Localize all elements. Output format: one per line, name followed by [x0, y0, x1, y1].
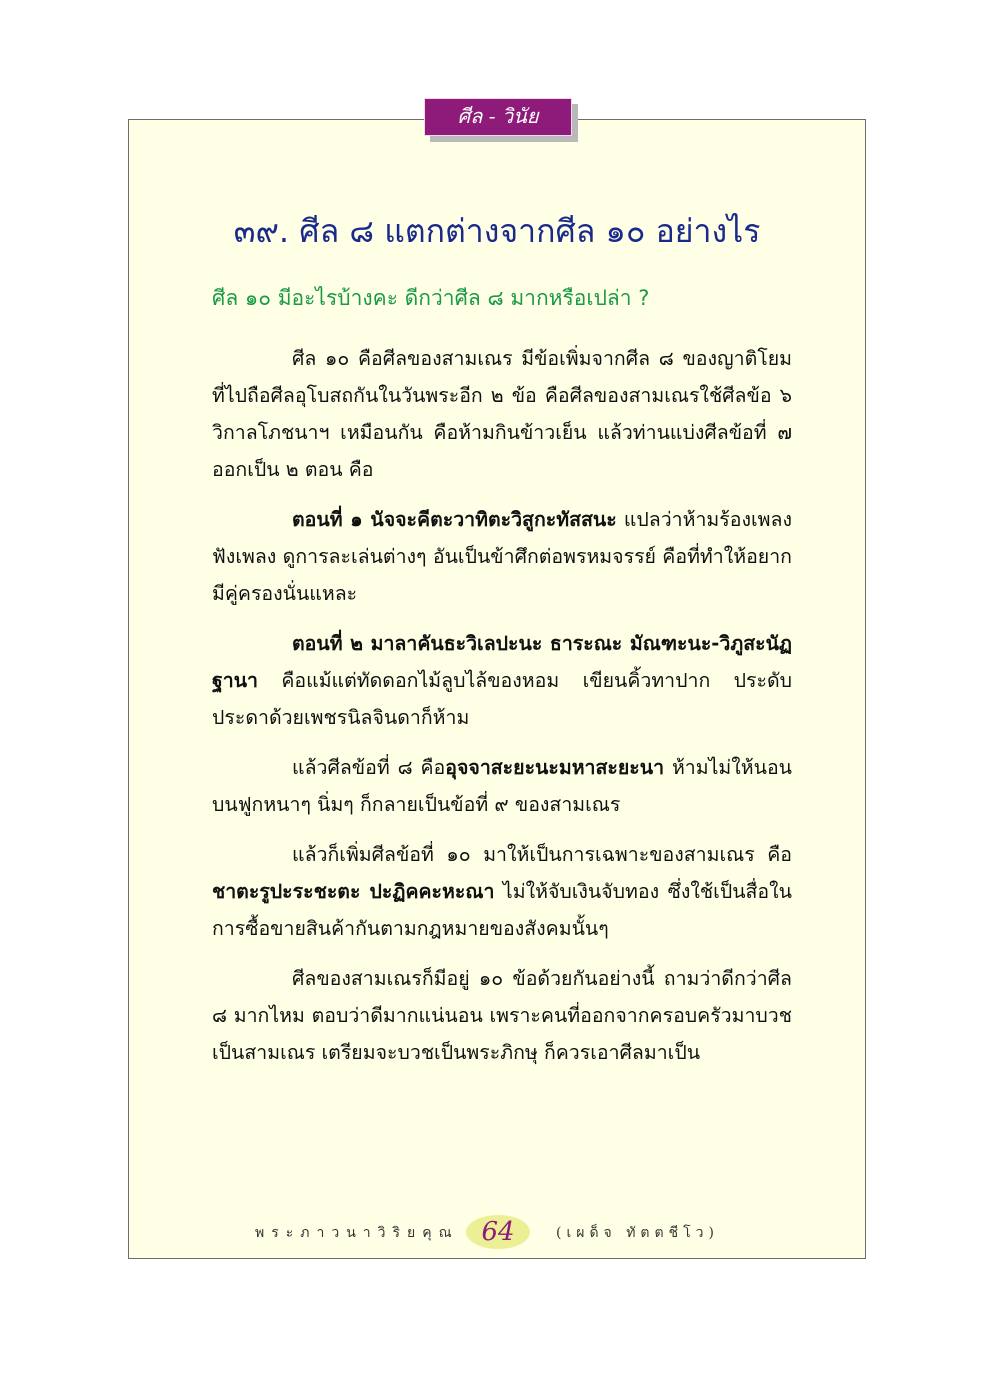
- paragraph-5-pre: แล้วก็เพิ่มศีลข้อที่ ๑๐ มาให้เป็นการเฉพาะของสามเณร คือ: [292, 843, 792, 866]
- footer-author-name: (เผด็จ ทัตตชีโว): [556, 1225, 719, 1241]
- paragraph-4-post: ห้ามไม่ให้นอนบนฟูกหนาๆ นิ่มๆ ก็กลายเป็นข้อที่ ๙ ของสามเณร: [212, 756, 793, 816]
- paragraph-2: [212, 501, 792, 612]
- paragraph-3-bold: ตอนที่ ๒ มาลาคันธะวิเลปะนะ ธาระณะ มัณฑะนะ-วิภูสะนัฏฐานา: [212, 632, 792, 692]
- paragraph-4: [212, 749, 792, 823]
- paragraph-4-pre: แล้วศีลข้อที่ ๘ คือ: [292, 756, 446, 779]
- page-number: 64: [481, 1217, 515, 1247]
- chapter-title: ๓๙. ศีล ๘ แตกต่างจากศีล ๑๐ อย่างไร: [233, 212, 761, 250]
- section-tab: ศีล - วินัย: [424, 98, 572, 136]
- body-text: [212, 340, 792, 1084]
- paragraph-3-text: คือแม้แต่ทัดดอกไม้ลูบไล้ของหอม เขียนคิ้วทาปาก ประดับประดาด้วยเพชรนิลจินดาก็ห้าม: [212, 669, 792, 729]
- paragraph-2-text: แปลว่าห้ามร้องเพลง ฟังเพลง ดูการละเล่นต่างๆ อันเป็นข้าศึกต่อพรหมจรรย์ คือที่ทำให้อยากมีคู่ครองนั่นแหละ: [212, 508, 792, 605]
- paragraph-3: [212, 625, 792, 736]
- question-heading: ศีล ๑๐ มีอะไรบ้างคะ ดีกว่าศีล ๘ มากหรือเปล่า ?: [212, 286, 650, 310]
- paragraph-1: ศีล ๑๐ คือศีลของสามเณร มีข้อเพิ่มจากศีล ๘ ของญาติโยมที่ไปถือศีลอุโบสถกันในวันพระอีก ๒ ข้อ คือศีลของสามเณรใช้ศีลข้อ ๖ วิกาลโภชนาฯ เหมือนกัน คือห้ามกินข้าวเย็น แล้วท่านแบ่งศีลข้อที่ ๗ ออกเป็น ๒ ตอน คือ: [212, 347, 792, 481]
- paragraph-2-bold: ตอนที่ ๑ นัจจะคีตะวาทิตะวิสูกะทัสสนะ: [292, 508, 617, 531]
- paragraph-5-post: ไม่ให้จับเงินจับทอง ซึ่งใช้เป็นสื่อในการซื้อขายสินค้ากันตามกฎหมายของสังคมนั้นๆ: [212, 880, 792, 940]
- paragraph-4-bold: อุจจาสะยะนะมหาสะยะนา: [445, 756, 665, 779]
- paragraph-6: ศีลของสามเณรก็มีอยู่ ๑๐ ข้อด้วยกันอย่างนี้ ถามว่าดีกว่าศีล ๘ มากไหม ตอบว่าดีมากแน่นอน เพราะคนที่ออกจากครอบครัวมาบวชเป็นสามเณร เตรียมจะบวชเป็นพระภิกษุ ก็ควรเอาศีลมาเป็น: [212, 967, 792, 1064]
- paragraph-5-bold: ชาตะรูปะระชะตะ ปะฏิคคะหะณา: [212, 880, 495, 903]
- footer-author: พระภาวนาวิริยคุณ: [255, 1225, 459, 1241]
- paragraph-5: [212, 836, 792, 947]
